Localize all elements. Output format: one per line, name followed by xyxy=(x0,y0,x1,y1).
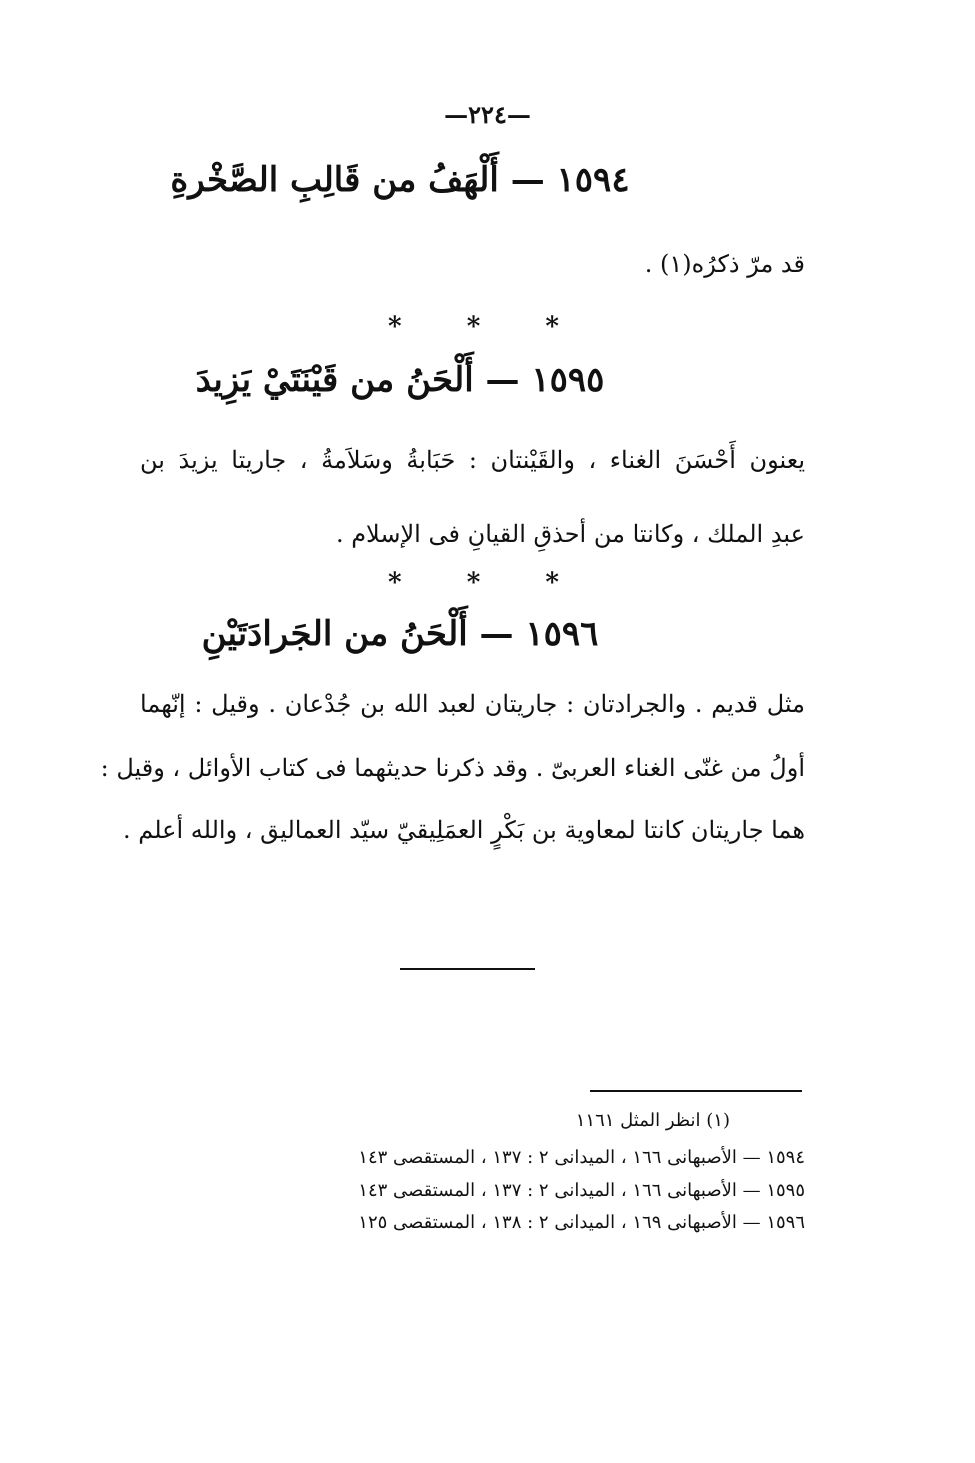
source-note-1596: ١٥٩٦ — الأصبهانى ١٦٩ ، الميدانى ٢ : ١٣٨ ، المستقصى ١٢٥ xyxy=(358,1212,805,1233)
page-number: —٢٢٤— xyxy=(444,100,531,129)
footnote-separator xyxy=(590,1090,802,1092)
source-note-1595: ١٥٩٥ — الأصبهانى ١٦٦ ، الميدانى ٢ : ١٣٧ ، المستقصى ١٤٣ xyxy=(358,1180,805,1201)
entry-text-1596-line-1: مثل قديم . والجرادتان : جاريتان لعبد الله بن جُدْعان . وقيل : إنّهما xyxy=(140,690,806,718)
entry-text-1596-line-3: هما جاريتان كانتا لمعاوية بن بَكْرٍ العمَلِيقيّ سيّد العماليق ، والله أعلم . xyxy=(123,816,805,844)
entry-heading-1595: ١٥٩٥ — أَلْحَنُ من قَيْنَتَيْ يَزِيدَ xyxy=(195,360,605,400)
entry-text-1594: قد مرّ ذكرُه(١) . xyxy=(644,250,805,278)
end-of-text-rule xyxy=(400,968,535,970)
entry-text-1595-line-1: يعنون أَحْسَنَ الغناء ، والقَيْنتان : حَبَابةُ وسَلاَمةُ ، جاريتا يزيدَ بن xyxy=(140,446,805,474)
section-divider: * * * xyxy=(388,568,587,598)
entry-text-1595-line-2: عبدِ الملك ، وكانتا من أحذقِ القيانِ فى الإسلام . xyxy=(335,520,805,548)
entry-heading-1594: ١٥٩٤ — أَلْهَفُ من قَالِبِ الصَّخْرةِ xyxy=(170,160,630,200)
source-note-1594: ١٥٩٤ — الأصبهانى ١٦٦ ، الميدانى ٢ : ١٣٧ ، المستقصى ١٤٣ xyxy=(358,1147,805,1168)
footnote-1: (١) انظر المثل ١١٦١ xyxy=(575,1110,730,1131)
entry-text-1596-line-2: أولُ من غنّى الغناء العربىّ . وقد ذكرنا حديثهما فى كتاب الأوائل ، وقيل : xyxy=(100,754,805,782)
section-divider: * * * xyxy=(388,312,587,342)
entry-heading-1596: ١٥٩٦ — أَلْحَنُ من الجَرادَتَيْنِ xyxy=(201,614,599,654)
